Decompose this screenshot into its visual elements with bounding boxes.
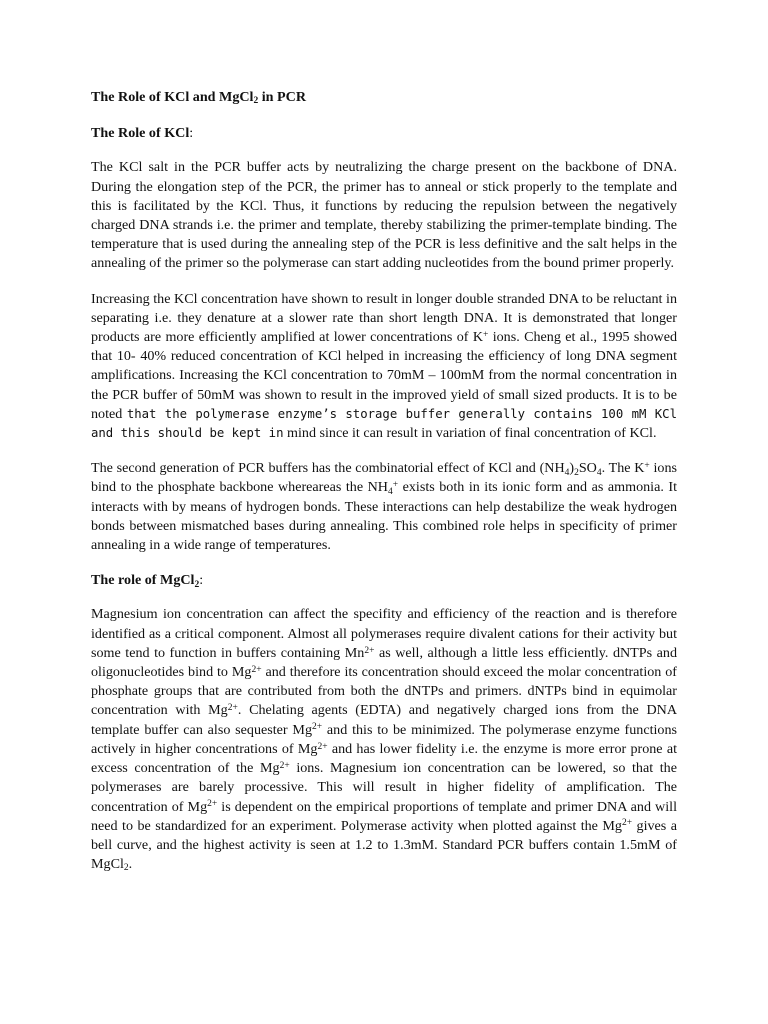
mgcl2-paragraph: Magnesium ion concentration can affect the specifity and efficiency of the reaction and is therefore identified as a critical component. Almost all polymerases require divalent cations for their activity but some tend to function in buffers containing $Mn^{2+}$ as well, although a little less efficiently. dNTPs and oligonucleotides bind to $Mg^{2+}$ and therefore its concentration should exceed the molar concentration of phosphate groups that are contributed from both the dNTPs and primers. dNTPs bind in equimolar concentration with $Mg^{2+}$. Chelating agents (EDTA) and negatively charged ions from the DNA template buffer can also sequester $Mg^{2+}$ and this to be minimized. The polymerase enzyme functions actively in higher concentrations of $Mg^{2+}$ and has lower fidelity i.e. the enzyme is more error prone at excess concentration of the $Mg^{2+}$ ions. Magnesium ion concentration can be lowered, so that the polymerases are barely processive. This will result in higher fidelity of amplification. The concentration of $Mg^{2+}$ is dependent on the empirical proportions of template and primer DNA and will need to be standardized for an experiment. Polymerase activity when plotted against the $Mg^{2+}$ gives a bell curve, and the highest activity is seen at 1.2 to 1.3mM. Standard PCR buffers contain 1.5mM of MgCl$_2$.: [91, 606, 678, 874]
heading-role-of-kcl: The Role of KCl:: [91, 125, 194, 142]
kcl-paragraph-2: Increasing the KCl concentration have shown to result in longer double stranded DNA to be reluctant in separating i.e. they denature at a slower rate than short length DNA. It is demonstrated that longer products are more efficiently amplified at lower concentrations of K+ ions. Cheng et al., 1995 showed that 10- 40% reduced concentration of KCl helped in increasing the efficiency of long DNA segment amplifications. Increasing the KCl concentration to 70mM – 100mM from the normal concentration in the PCR buffer of 50mM was shown to result in the improved yield of small sized products. It is to be noted that the polymerase enzyme’s storage buffer generally contains 100 mM KCl and this should be kept in mind since it can result in variation of final concentration of KCl.: [91, 290, 677, 442]
heading-role-of-mgcl2: The role of MgCl$_2$:: [91, 572, 204, 590]
document-title: The Role of KCl and MgCl$_2$ in PCR: [91, 89, 307, 107]
document-body: [91, 88, 677, 890]
kcl-paragraph-1: The KCl salt in the PCR buffer acts by neutralizing the charge present on the backbone of DNA. During the elongation step of the PCR, the primer has to anneal or stick properly to the template and this is facilitated by the KCl. Thus, it functions by reducing the repulsion between the negatively charged DNA strands i.e. the primer and template, thereby stabilizing the primer-template binding. The temperature that is used during the annealing step of the PCR is less definitive and the salt helps in the annealing of the primer so the polymerase can start adding nucleotides from the bound primer properly.: [91, 159, 677, 272]
kcl-paragraph-3: The second generation of PCR buffers has the combinatorial effect of KCl and $(NH_4)_2SO_4$. The K+ ions bind to the phosphate backbone whereareas the $NH_4^+$ exists both in its ionic form and as ammonia. It interacts with by means of hydrogen bonds. These interactions can help destabilize the weak hydrogen bonds between mismatched bases during annealing. This combined role helps in specificity of primer annealing in a wide range of temperatures.: [91, 460, 677, 554]
storage-buffer-note: that the polymerase enzyme’s storage buffer generally contains 100 mM KCl and this should be kept in: [91, 406, 677, 441]
